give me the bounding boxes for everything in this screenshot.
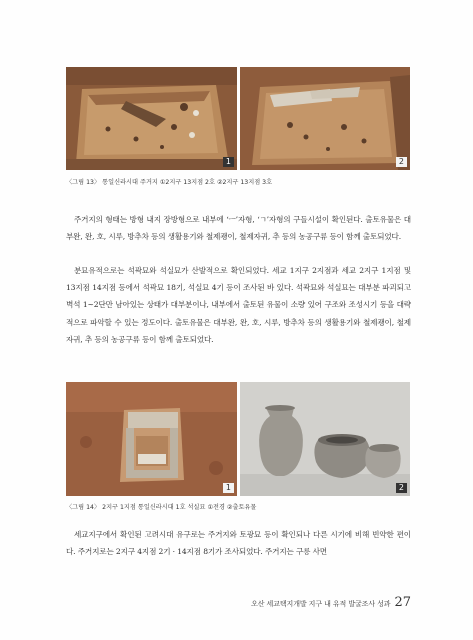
page-number: 27 [394, 595, 411, 610]
figure13-photo-2-number: 2 [396, 157, 407, 167]
figure13-photo-2 [240, 67, 410, 170]
body-paragraph-1: 주거지의 형태는 방형 내지 장방형으로 내부에 ‘ㅡ’자형, ‘ㄱ’자형의 구들시설이 확인된다. 출토유물은 대부완, 완, 호, 시루, 방추차 등의 생활용기와 철제괭이, 철제자귀, 추 등의 농공구류 등이 함께 출토되었다. [66, 215, 411, 242]
figure14-photo-2 [240, 382, 410, 496]
figure14-photo-1 [66, 382, 237, 496]
footer-title: 오산 세교택지개발 지구 내 유적 발굴조사 성과 [251, 600, 391, 608]
figure14-photo-2-number: 2 [396, 483, 407, 493]
figure14-caption: 〈그림 14〉 2지구 1지점 통일신라시대 1호 석실묘 ①전경 ②출토유물 [66, 504, 257, 511]
figure13-photo-1 [66, 67, 237, 170]
figure13-photo-1-number: 1 [223, 157, 234, 167]
page-footer [251, 591, 411, 610]
figure13-caption: 〈그림 13〉 통일신라시대 주거지 ①2지구 13지점 2호 ②2지구 13지점 3호 [66, 179, 273, 186]
body-paragraph-3: 세교지구에서 확인된 고려시대 유구로는 주거지와 토광묘 등이 확인되나 다른 시기에 비해 빈약한 편이다. 주거지로는 2지구 4지점 2기 · 14지점 8기가 조사되었다. 주거지는 구릉 사면 [66, 530, 411, 557]
body-paragraph-2: 분묘유적으로는 석곽묘와 석실묘가 산발적으로 확인되었다. 세교 1지구 2지점과 세교 2지구 1지점 및 13지점 14지점 등에서 석곽묘 18기, 석실묘 4기 등이 조사된 바 있다. 석곽묘와 석실묘는 대부분 파괴되고 벽석 1~2단만 남아있는 상태가 대부분이나, 내부에서 출토된 유물이 소량 있어 구조와 조성시기 등을 대략적으로 파악할 수 있는 정도이다. 출토유물은 대부완, 완, 호, 시루, 방추차 등의 생활용기와 철제괭이, 철제자귀, 추 등의 농공구류 등이 함께 출토되었다. [66, 266, 411, 344]
figure14-photo-1-number: 1 [223, 483, 234, 493]
